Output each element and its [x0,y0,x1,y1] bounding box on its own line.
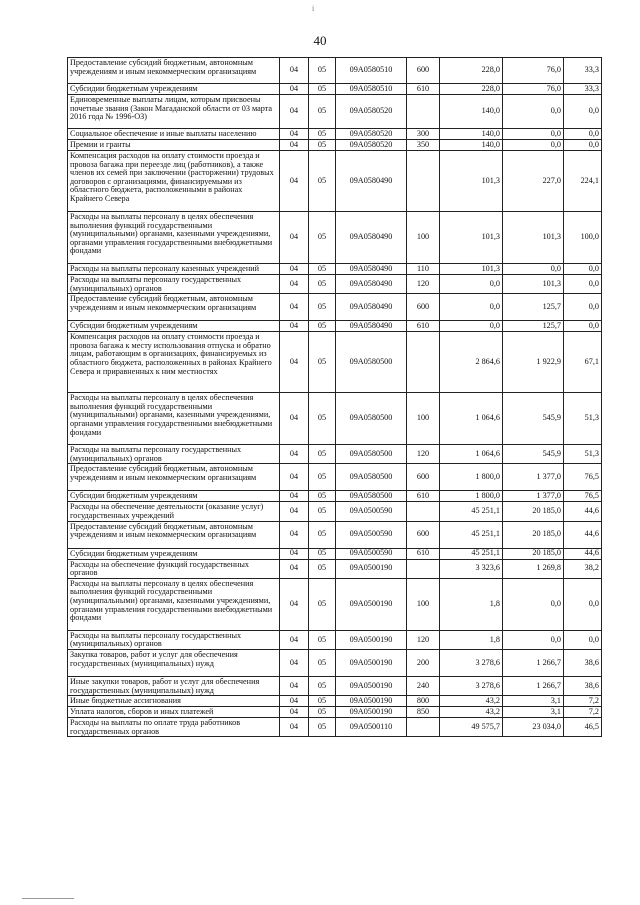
row-planned-amount: 1,8 [440,578,503,630]
row-subsection: 05 [309,321,336,332]
row-execution-percent: 0,0 [564,95,602,129]
row-section: 04 [280,294,309,321]
row-execution-percent: 76,5 [564,464,602,491]
row-executed-amount: 0,0 [503,129,564,140]
row-target-code: 09А0580490 [336,294,407,321]
row-name: Расходы на обеспечение функций государственных органов [68,559,280,578]
row-subsection: 05 [309,129,336,140]
row-subsection: 05 [309,491,336,502]
row-executed-amount: 1 266,7 [503,676,564,695]
row-subsection: 05 [309,84,336,95]
row-name: Компенсация расходов на оплату стоимости проезда и провоза багажа при переезде лиц (работников), а также членов их семей при заключении (расторжении) трудовых договоров с организациями, финансируемыми из областного бюджета, расположенными в районах Крайнего Севера [68,151,280,212]
row-execution-percent: 76,5 [564,491,602,502]
row-execution-percent: 51,3 [564,445,602,464]
row-executed-amount: 101,3 [503,212,564,264]
row-name: Расходы на выплаты персоналу государственных (муниципальных) органов [68,630,280,649]
row-execution-percent: 46,5 [564,718,602,737]
row-execution-percent: 0,0 [564,294,602,321]
row-section: 04 [280,140,309,151]
row-expense-type: 850 [407,707,440,718]
row-section: 04 [280,275,309,294]
row-planned-amount: 140,0 [440,129,503,140]
row-expense-type: 240 [407,676,440,695]
row-expense-type: 350 [407,140,440,151]
row-execution-percent: 51,3 [564,393,602,445]
table-row [68,559,602,578]
row-section: 04 [280,548,309,559]
row-executed-amount: 1 377,0 [503,464,564,491]
row-target-code: 09А0500590 [336,502,407,521]
row-executed-amount: 20 185,0 [503,521,564,548]
row-target-code: 09А0580520 [336,95,407,129]
row-executed-amount: 23 034,0 [503,718,564,737]
row-execution-percent: 33,3 [564,84,602,95]
row-executed-amount: 1 269,8 [503,559,564,578]
row-planned-amount: 0,0 [440,275,503,294]
table-row [68,321,602,332]
row-section: 04 [280,630,309,649]
row-execution-percent: 38,2 [564,559,602,578]
row-target-code: 09А0580500 [336,464,407,491]
row-target-code: 09А0500190 [336,707,407,718]
row-expense-type: 100 [407,212,440,264]
row-planned-amount: 0,0 [440,294,503,321]
row-expense-type: 600 [407,58,440,84]
row-planned-amount: 228,0 [440,58,503,84]
row-name: Предоставление субсидий бюджетным, автономным учреждениям и иным некоммерческим организациям [68,294,280,321]
table-row [68,630,602,649]
table-row [68,578,602,630]
row-executed-amount: 0,0 [503,264,564,275]
row-name: Расходы на выплаты персоналу в целях обеспечения выполнения функций государственными (муниципальными) органами, казенными учреждениями, органами управления государственными внебюджетными фондами [68,393,280,445]
row-subsection: 05 [309,649,336,676]
row-executed-amount: 0,0 [503,140,564,151]
row-expense-type: 120 [407,445,440,464]
row-expense-type [407,559,440,578]
table-row [68,129,602,140]
row-section: 04 [280,264,309,275]
row-executed-amount: 3,1 [503,707,564,718]
row-planned-amount: 2 864,6 [440,332,503,393]
row-expense-type: 110 [407,264,440,275]
row-name: Уплата налогов, сборов и иных платежей [68,707,280,718]
row-expense-type [407,332,440,393]
row-name: Единовременные выплаты лицам, которым присвоены почетные звания (Закон Магаданской области от 03 марта 2016 года № 1996-ОЗ) [68,95,280,129]
row-expense-type [407,151,440,212]
row-subsection: 05 [309,445,336,464]
row-planned-amount: 140,0 [440,140,503,151]
row-section: 04 [280,521,309,548]
row-section: 04 [280,502,309,521]
row-execution-percent: 100,0 [564,212,602,264]
footer-rule [22,898,74,899]
row-executed-amount: 0,0 [503,578,564,630]
row-planned-amount: 3 278,6 [440,649,503,676]
row-subsection: 05 [309,275,336,294]
row-execution-percent: 224,1 [564,151,602,212]
row-expense-type: 600 [407,464,440,491]
row-target-code: 09А0500190 [336,559,407,578]
row-subsection: 05 [309,559,336,578]
row-target-code: 09А0580500 [336,393,407,445]
row-section: 04 [280,464,309,491]
row-target-code: 09А0500190 [336,649,407,676]
row-expense-type: 100 [407,393,440,445]
row-name: Предоставление субсидий бюджетным, автономным учреждениям и иным некоммерческим организациям [68,464,280,491]
row-planned-amount: 140,0 [440,95,503,129]
table-row [68,491,602,502]
row-executed-amount: 1 377,0 [503,491,564,502]
row-name: Субсидии бюджетным учреждениям [68,491,280,502]
row-execution-percent: 0,0 [564,129,602,140]
row-target-code: 09А0580500 [336,445,407,464]
row-target-code: 09А0580510 [336,84,407,95]
table-row [68,707,602,718]
row-subsection: 05 [309,718,336,737]
row-subsection: 05 [309,548,336,559]
row-executed-amount: 76,0 [503,84,564,95]
row-executed-amount: 125,7 [503,294,564,321]
row-subsection: 05 [309,521,336,548]
row-name: Премии и гранты [68,140,280,151]
row-name: Субсидии бюджетным учреждениям [68,548,280,559]
row-executed-amount: 227,0 [503,151,564,212]
row-execution-percent: 44,6 [564,502,602,521]
row-name: Расходы на выплаты персоналу государственных (муниципальных) органов [68,275,280,294]
row-section: 04 [280,58,309,84]
table-row [68,212,602,264]
row-planned-amount: 1 064,6 [440,393,503,445]
row-planned-amount: 45 251,1 [440,548,503,559]
row-execution-percent: 0,0 [564,275,602,294]
row-section: 04 [280,649,309,676]
row-execution-percent: 7,2 [564,696,602,707]
row-subsection: 05 [309,630,336,649]
row-subsection: 05 [309,264,336,275]
row-name: Расходы на обеспечение деятельности (оказание услуг) государственных учреждений [68,502,280,521]
row-planned-amount: 1,8 [440,630,503,649]
row-execution-percent: 0,0 [564,630,602,649]
row-execution-percent: 0,0 [564,140,602,151]
row-subsection: 05 [309,294,336,321]
row-name: Расходы на выплаты персоналу в целях обеспечения выполнения функций государственными (муниципальными) органами, казенными учреждениями, органами управления государственными внебюджетными фондами [68,212,280,264]
row-target-code: 09А0500110 [336,718,407,737]
row-planned-amount: 228,0 [440,84,503,95]
row-section: 04 [280,129,309,140]
row-section: 04 [280,332,309,393]
table-row [68,393,602,445]
table-row [68,264,602,275]
row-subsection: 05 [309,676,336,695]
row-section: 04 [280,95,309,129]
row-name: Социальное обеспечение и иные выплаты населению [68,129,280,140]
row-subsection: 05 [309,140,336,151]
row-expense-type: 800 [407,696,440,707]
row-execution-percent: 33,3 [564,58,602,84]
row-target-code: 09А0580490 [336,321,407,332]
table-row [68,140,602,151]
table-row [68,95,602,129]
row-planned-amount: 43,2 [440,707,503,718]
row-section: 04 [280,578,309,630]
row-expense-type [407,95,440,129]
row-planned-amount: 43,2 [440,696,503,707]
row-subsection: 05 [309,578,336,630]
scan-mark: i [312,4,315,13]
row-target-code: 09А0500190 [336,578,407,630]
row-target-code: 09А0580490 [336,275,407,294]
row-name: Иные бюджетные ассигнования [68,696,280,707]
row-planned-amount: 101,3 [440,212,503,264]
row-planned-amount: 3 323,6 [440,559,503,578]
row-executed-amount: 1 922,9 [503,332,564,393]
row-name: Субсидии бюджетным учреждениям [68,321,280,332]
row-expense-type: 120 [407,275,440,294]
row-target-code: 09А0580490 [336,264,407,275]
row-executed-amount: 0,0 [503,95,564,129]
row-target-code: 09А0500590 [336,548,407,559]
row-expense-type: 610 [407,491,440,502]
row-name: Расходы на выплаты персоналу казенных учреждений [68,264,280,275]
row-subsection: 05 [309,58,336,84]
row-execution-percent: 7,2 [564,707,602,718]
row-planned-amount: 3 278,6 [440,676,503,695]
row-section: 04 [280,84,309,95]
row-execution-percent: 0,0 [564,264,602,275]
row-subsection: 05 [309,696,336,707]
row-target-code: 09А0580520 [336,129,407,140]
row-executed-amount: 0,0 [503,630,564,649]
row-subsection: 05 [309,393,336,445]
row-target-code: 09А0580490 [336,151,407,212]
row-expense-type: 610 [407,84,440,95]
row-expense-type: 600 [407,521,440,548]
row-subsection: 05 [309,212,336,264]
row-expense-type [407,718,440,737]
row-section: 04 [280,696,309,707]
table-row [68,464,602,491]
row-executed-amount: 545,9 [503,445,564,464]
row-name: Предоставление субсидий бюджетным, автономным учреждениям и иным некоммерческим организациям [68,521,280,548]
row-subsection: 05 [309,707,336,718]
row-planned-amount: 101,3 [440,151,503,212]
row-execution-percent: 44,6 [564,548,602,559]
budget-table [67,57,602,737]
row-target-code: 09А0580510 [336,58,407,84]
row-executed-amount: 545,9 [503,393,564,445]
row-target-code: 09А0500190 [336,676,407,695]
table-row [68,294,602,321]
row-execution-percent: 67,1 [564,332,602,393]
row-name: Расходы на выплаты персоналу государственных (муниципальных) органов [68,445,280,464]
row-target-code: 09А0580500 [336,332,407,393]
row-subsection: 05 [309,332,336,393]
row-name: Закупка товаров, работ и услуг для обеспечения государственных (муниципальных) нужд [68,649,280,676]
row-subsection: 05 [309,151,336,212]
row-expense-type: 100 [407,578,440,630]
table-row [68,676,602,695]
table-row [68,332,602,393]
row-planned-amount: 45 251,1 [440,502,503,521]
row-expense-type: 200 [407,649,440,676]
row-target-code: 09А0580520 [336,140,407,151]
row-section: 04 [280,559,309,578]
row-expense-type: 600 [407,294,440,321]
row-section: 04 [280,445,309,464]
row-execution-percent: 0,0 [564,321,602,332]
row-planned-amount: 49 575,7 [440,718,503,737]
row-target-code: 09А0580490 [336,212,407,264]
table-row [68,445,602,464]
row-executed-amount: 76,0 [503,58,564,84]
row-section: 04 [280,491,309,502]
row-subsection: 05 [309,464,336,491]
page-number: 40 [313,33,327,48]
row-executed-amount: 125,7 [503,321,564,332]
row-section: 04 [280,212,309,264]
table-row [68,84,602,95]
row-expense-type [407,502,440,521]
row-target-code: 09А0500190 [336,630,407,649]
row-execution-percent: 44,6 [564,521,602,548]
row-planned-amount: 101,3 [440,264,503,275]
row-executed-amount: 1 266,7 [503,649,564,676]
row-planned-amount: 1 800,0 [440,464,503,491]
row-executed-amount: 3,1 [503,696,564,707]
row-executed-amount: 101,3 [503,275,564,294]
row-expense-type: 610 [407,321,440,332]
table-row [68,718,602,737]
table-row [68,696,602,707]
table-body [68,58,602,737]
row-section: 04 [280,707,309,718]
row-name: Иные закупки товаров, работ и услуг для обеспечения государственных (муниципальных) нужд [68,676,280,695]
table-row [68,649,602,676]
row-execution-percent: 38,6 [564,676,602,695]
table-row [68,502,602,521]
row-expense-type: 610 [407,548,440,559]
row-executed-amount: 20 185,0 [503,502,564,521]
table-row [68,548,602,559]
row-name: Предоставление субсидий бюджетным, автономным учреждениям и иным некоммерческим организациям [68,58,280,84]
row-name: Расходы на выплаты персоналу в целях обеспечения выполнения функций государственными (муниципальными) органами, казенными учреждениями, органами управления государственными внебюджетными фондами [68,578,280,630]
row-name: Расходы на выплаты по оплате труда работников государственных органов [68,718,280,737]
row-execution-percent: 38,6 [564,649,602,676]
row-planned-amount: 45 251,1 [440,521,503,548]
row-planned-amount: 1 800,0 [440,491,503,502]
table-row [68,58,602,84]
row-target-code: 09А0580500 [336,491,407,502]
row-executed-amount: 20 185,0 [503,548,564,559]
row-planned-amount: 0,0 [440,321,503,332]
row-target-code: 09А0500590 [336,521,407,548]
row-planned-amount: 1 064,6 [440,445,503,464]
row-name: Субсидии бюджетным учреждениям [68,84,280,95]
row-section: 04 [280,321,309,332]
table-row [68,275,602,294]
table-row [68,521,602,548]
row-expense-type: 120 [407,630,440,649]
row-expense-type: 300 [407,129,440,140]
row-section: 04 [280,151,309,212]
row-target-code: 09А0500190 [336,696,407,707]
row-section: 04 [280,676,309,695]
row-subsection: 05 [309,95,336,129]
row-name: Компенсация расходов на оплату стоимости проезда и провоза багажа к месту использования отпуска и обратно лицам, работающим в организациях, финансируемых из областного бюджета, расположенных в районах Крайнего Севера и приравненных к ним местностях [68,332,280,393]
row-execution-percent: 0,0 [564,578,602,630]
table-row [68,151,602,212]
row-section: 04 [280,718,309,737]
row-subsection: 05 [309,502,336,521]
row-section: 04 [280,393,309,445]
